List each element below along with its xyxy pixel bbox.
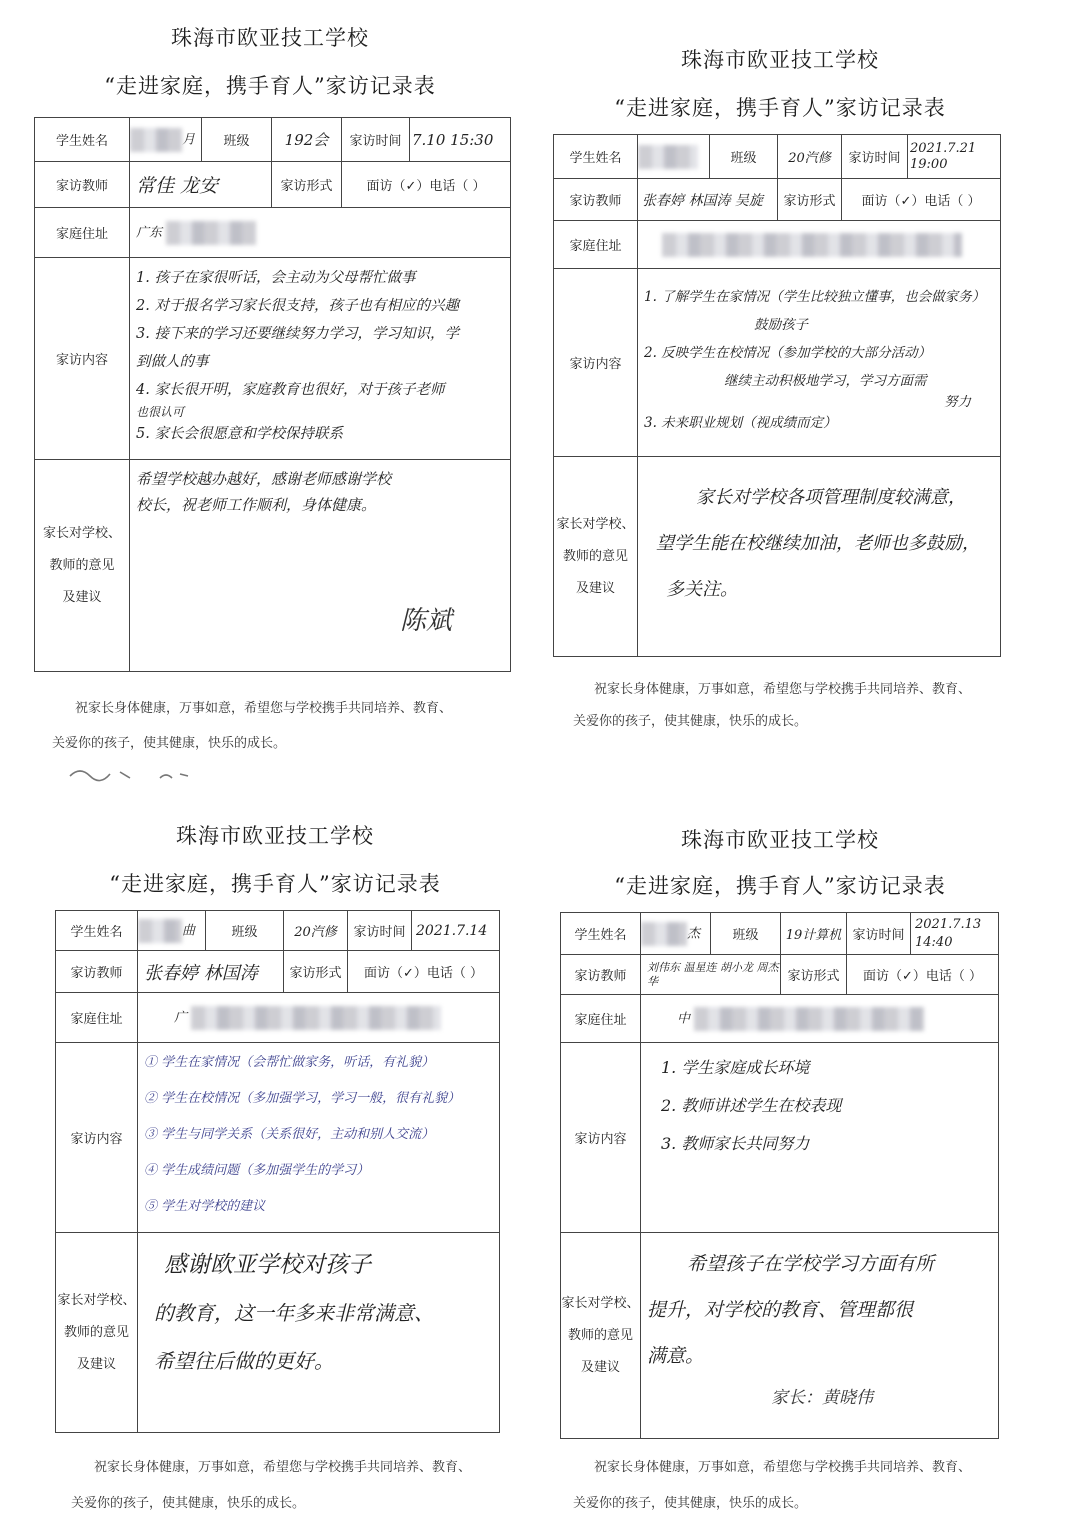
visit-teacher-label: 家访教师 — [56, 951, 138, 993]
visit-form-label: 家访形式 — [284, 951, 348, 993]
pen-mark — [60, 758, 260, 788]
address-value: 中 — [641, 995, 999, 1043]
redacted-name — [638, 145, 698, 169]
visit-mode-value: 面访（✓）电话（ ） — [342, 162, 511, 208]
visit-time-value: 2021.7.14 — [412, 911, 500, 951]
footer-line-1: 祝家长身体健康，万事如意，希望您与学校携手共同培养、教育、 — [94, 1460, 472, 1475]
address-label: 家庭住址 — [56, 993, 138, 1043]
form-title: “走进家庭，携手育人”家访记录表 — [104, 74, 436, 98]
parent-opinion-label: 家长对学校、 教师的意见 及建议 — [554, 457, 638, 657]
redacted-name — [130, 128, 182, 152]
form-title: “走进家庭，携手育人”家访记录表 — [614, 96, 946, 120]
visit-time-value: 7.10 15:30 — [410, 118, 511, 162]
redacted-address — [662, 233, 962, 257]
visit-mode-value: 面访（✓）电话（ ） — [348, 951, 500, 993]
visit-content: ① 学生在家情况（会帮忙做家务，听话，有礼貌） ② 学生在校情况（多加强学习，学习一般，很有礼貌） ③ 学生与同学关系（关系很好，主动和别人交流） ④ 学生成绩问题（多加强学生的学习） ⑤ 学生对学校的建议 — [138, 1043, 500, 1233]
parent-opinion-label: 家长对学校、 教师的意见 及建议 — [561, 1233, 641, 1439]
parent-opinion: 感谢欧亚学校对孩子 的教育，这一年多来非常满意、 希望往后做的更好。 — [138, 1233, 500, 1433]
record-table — [34, 117, 511, 672]
footer-line-1: 祝家长身体健康，万事如意，希望您与学校携手共同培养、教育、 — [594, 682, 972, 697]
school-name: 珠海市欧亚技工学校 — [176, 824, 374, 848]
visit-time-label: 家访时间 — [847, 913, 911, 955]
visit-content: 1. 孩子在家很听话，会主动为父母帮忙做事 2. 对于报名学习家长很支持，孩子也有相应的兴趣 3. 接下来的学习还要继续努力学习，学习知识，学 到做人的事 4. 家长很开明，家庭教育也很好，对于孩子老师 也很认可 5. 家长会很愿意和学校保持联系 — [130, 258, 511, 460]
address-value: 广 — [138, 993, 500, 1043]
student-name-label: 学生姓名 — [561, 913, 641, 955]
visit-teacher-label: 家访教师 — [35, 162, 130, 208]
footer-line-2: 关爱你的孩子，使其健康，快乐的成长。 — [71, 1496, 306, 1511]
school-name: 珠海市欧亚技工学校 — [171, 26, 369, 50]
visit-teacher-label: 家访教师 — [561, 955, 641, 995]
visit-time-label: 家访时间 — [842, 135, 908, 179]
record-table — [560, 912, 999, 1439]
footer-line-1: 祝家长身体健康，万事如意，希望您与学校携手共同培养、教育、 — [75, 701, 453, 716]
visit-mode-value: 面访（✓）电话（ ） — [842, 179, 1001, 221]
school-name: 珠海市欧亚技工学校 — [681, 828, 879, 852]
record-table — [553, 134, 1001, 657]
visit-content-label: 家访内容 — [35, 258, 130, 460]
visit-content-label: 家访内容 — [561, 1043, 641, 1233]
address-value — [638, 221, 1001, 269]
parent-opinion-label: 家长对学校、 教师的意见 及建议 — [35, 460, 130, 672]
address-label: 家庭住址 — [35, 208, 130, 258]
form-title: “走进家庭，携手育人”家访记录表 — [614, 874, 946, 898]
form-title: “走进家庭，携手育人”家访记录表 — [109, 872, 441, 896]
footer-line-2: 关爱你的孩子，使其健康，快乐的成长。 — [52, 736, 287, 751]
redacted-address — [166, 221, 256, 245]
redacted-address — [191, 1006, 441, 1030]
student-name-value: 杰 — [641, 913, 711, 955]
footer-line-1: 祝家长身体健康，万事如意，希望您与学校携手共同培养、教育、 — [594, 1460, 972, 1475]
visit-teacher-value: 常佳 龙安 — [130, 162, 272, 208]
visit-form-2 — [540, 0, 1080, 790]
parent-signature: 陈斌 — [400, 606, 453, 636]
parent-opinion: 家长对学校各项管理制度较满意， 望学生能在校继续加油，老师也多鼓励， 多关注。 — [638, 457, 1001, 657]
class-label: 班级 — [710, 135, 778, 179]
redacted-name — [138, 919, 182, 943]
address-value: 广东 — [130, 208, 511, 258]
visit-form-1 — [0, 0, 540, 790]
record-table — [55, 910, 500, 1433]
visit-content-label: 家访内容 — [56, 1043, 138, 1233]
class-label: 班级 — [711, 913, 781, 955]
address-label: 家庭住址 — [554, 221, 638, 269]
class-value: 20汽修 — [284, 911, 348, 951]
class-label: 班级 — [202, 118, 272, 162]
school-name: 珠海市欧亚技工学校 — [681, 48, 879, 72]
visit-teacher-value: 刘伟东 温星连 胡小龙 周杰华 — [641, 955, 781, 995]
student-name-value: 曲 — [138, 911, 206, 951]
visit-teacher-value: 张春婷 林国涛 吴旋 — [638, 179, 778, 221]
visit-content: 1. 学生家庭成长环境 2. 教师讲述学生在校表现 3. 教师家长共同努力 — [641, 1043, 999, 1233]
visit-time-label: 家访时间 — [348, 911, 412, 951]
visit-form-label: 家访形式 — [781, 955, 847, 995]
visit-form-label: 家访形式 — [272, 162, 342, 208]
footer-line-2: 关爱你的孩子，使其健康，快乐的成长。 — [573, 714, 808, 729]
class-label: 班级 — [206, 911, 284, 951]
visit-form-3 — [0, 790, 540, 1538]
visit-form-label: 家访形式 — [778, 179, 842, 221]
visit-time-value: 2021.7.21 19:00 — [908, 135, 1001, 179]
student-name-value: 月 — [130, 118, 202, 162]
class-value: 20汽修 — [778, 135, 842, 179]
visit-teacher-value: 张春婷 林国涛 — [138, 951, 284, 993]
address-label: 家庭住址 — [561, 995, 641, 1043]
visit-time-label: 家访时间 — [342, 118, 410, 162]
visit-time-value: 2021.7.13 14:40 — [911, 913, 999, 955]
footer-line-2: 关爱你的孩子，使其健康，快乐的成长。 — [573, 1496, 808, 1511]
parent-opinion: 希望孩子在学校学习方面有所 提升，对学校的教育、管理都很 满意。 家长：黄晓伟 — [641, 1233, 999, 1439]
class-value: 19计算机 — [781, 913, 847, 955]
redacted-address — [694, 1007, 924, 1031]
student-name-value — [638, 135, 710, 179]
parent-opinion: 希望学校越办越好，感谢老师感谢学校 校长，祝老师工作顺利，身体健康。 陈斌 — [130, 460, 511, 672]
student-name-label: 学生姓名 — [554, 135, 638, 179]
student-name-label: 学生姓名 — [35, 118, 130, 162]
redacted-name — [641, 922, 687, 946]
visit-content: 1. 了解学生在家情况（学生比较独立懂事，也会做家务） 鼓励孩子 2. 反映学生在校情况（参加学校的大部分活动） 继续主动积极地学习，学习方面需 努力 3. 未来职业规划（视成绩而定） — [638, 269, 1001, 457]
parent-signature: 家长：黄晓伟 — [771, 1388, 873, 1408]
visit-content-label: 家访内容 — [554, 269, 638, 457]
visit-teacher-label: 家访教师 — [554, 179, 638, 221]
visit-form-4 — [540, 790, 1080, 1538]
class-value: 192会 — [272, 118, 342, 162]
parent-opinion-label: 家长对学校、 教师的意见 及建议 — [56, 1233, 138, 1433]
visit-mode-value: 面访（✓）电话（ ） — [847, 955, 999, 995]
student-name-label: 学生姓名 — [56, 911, 138, 951]
